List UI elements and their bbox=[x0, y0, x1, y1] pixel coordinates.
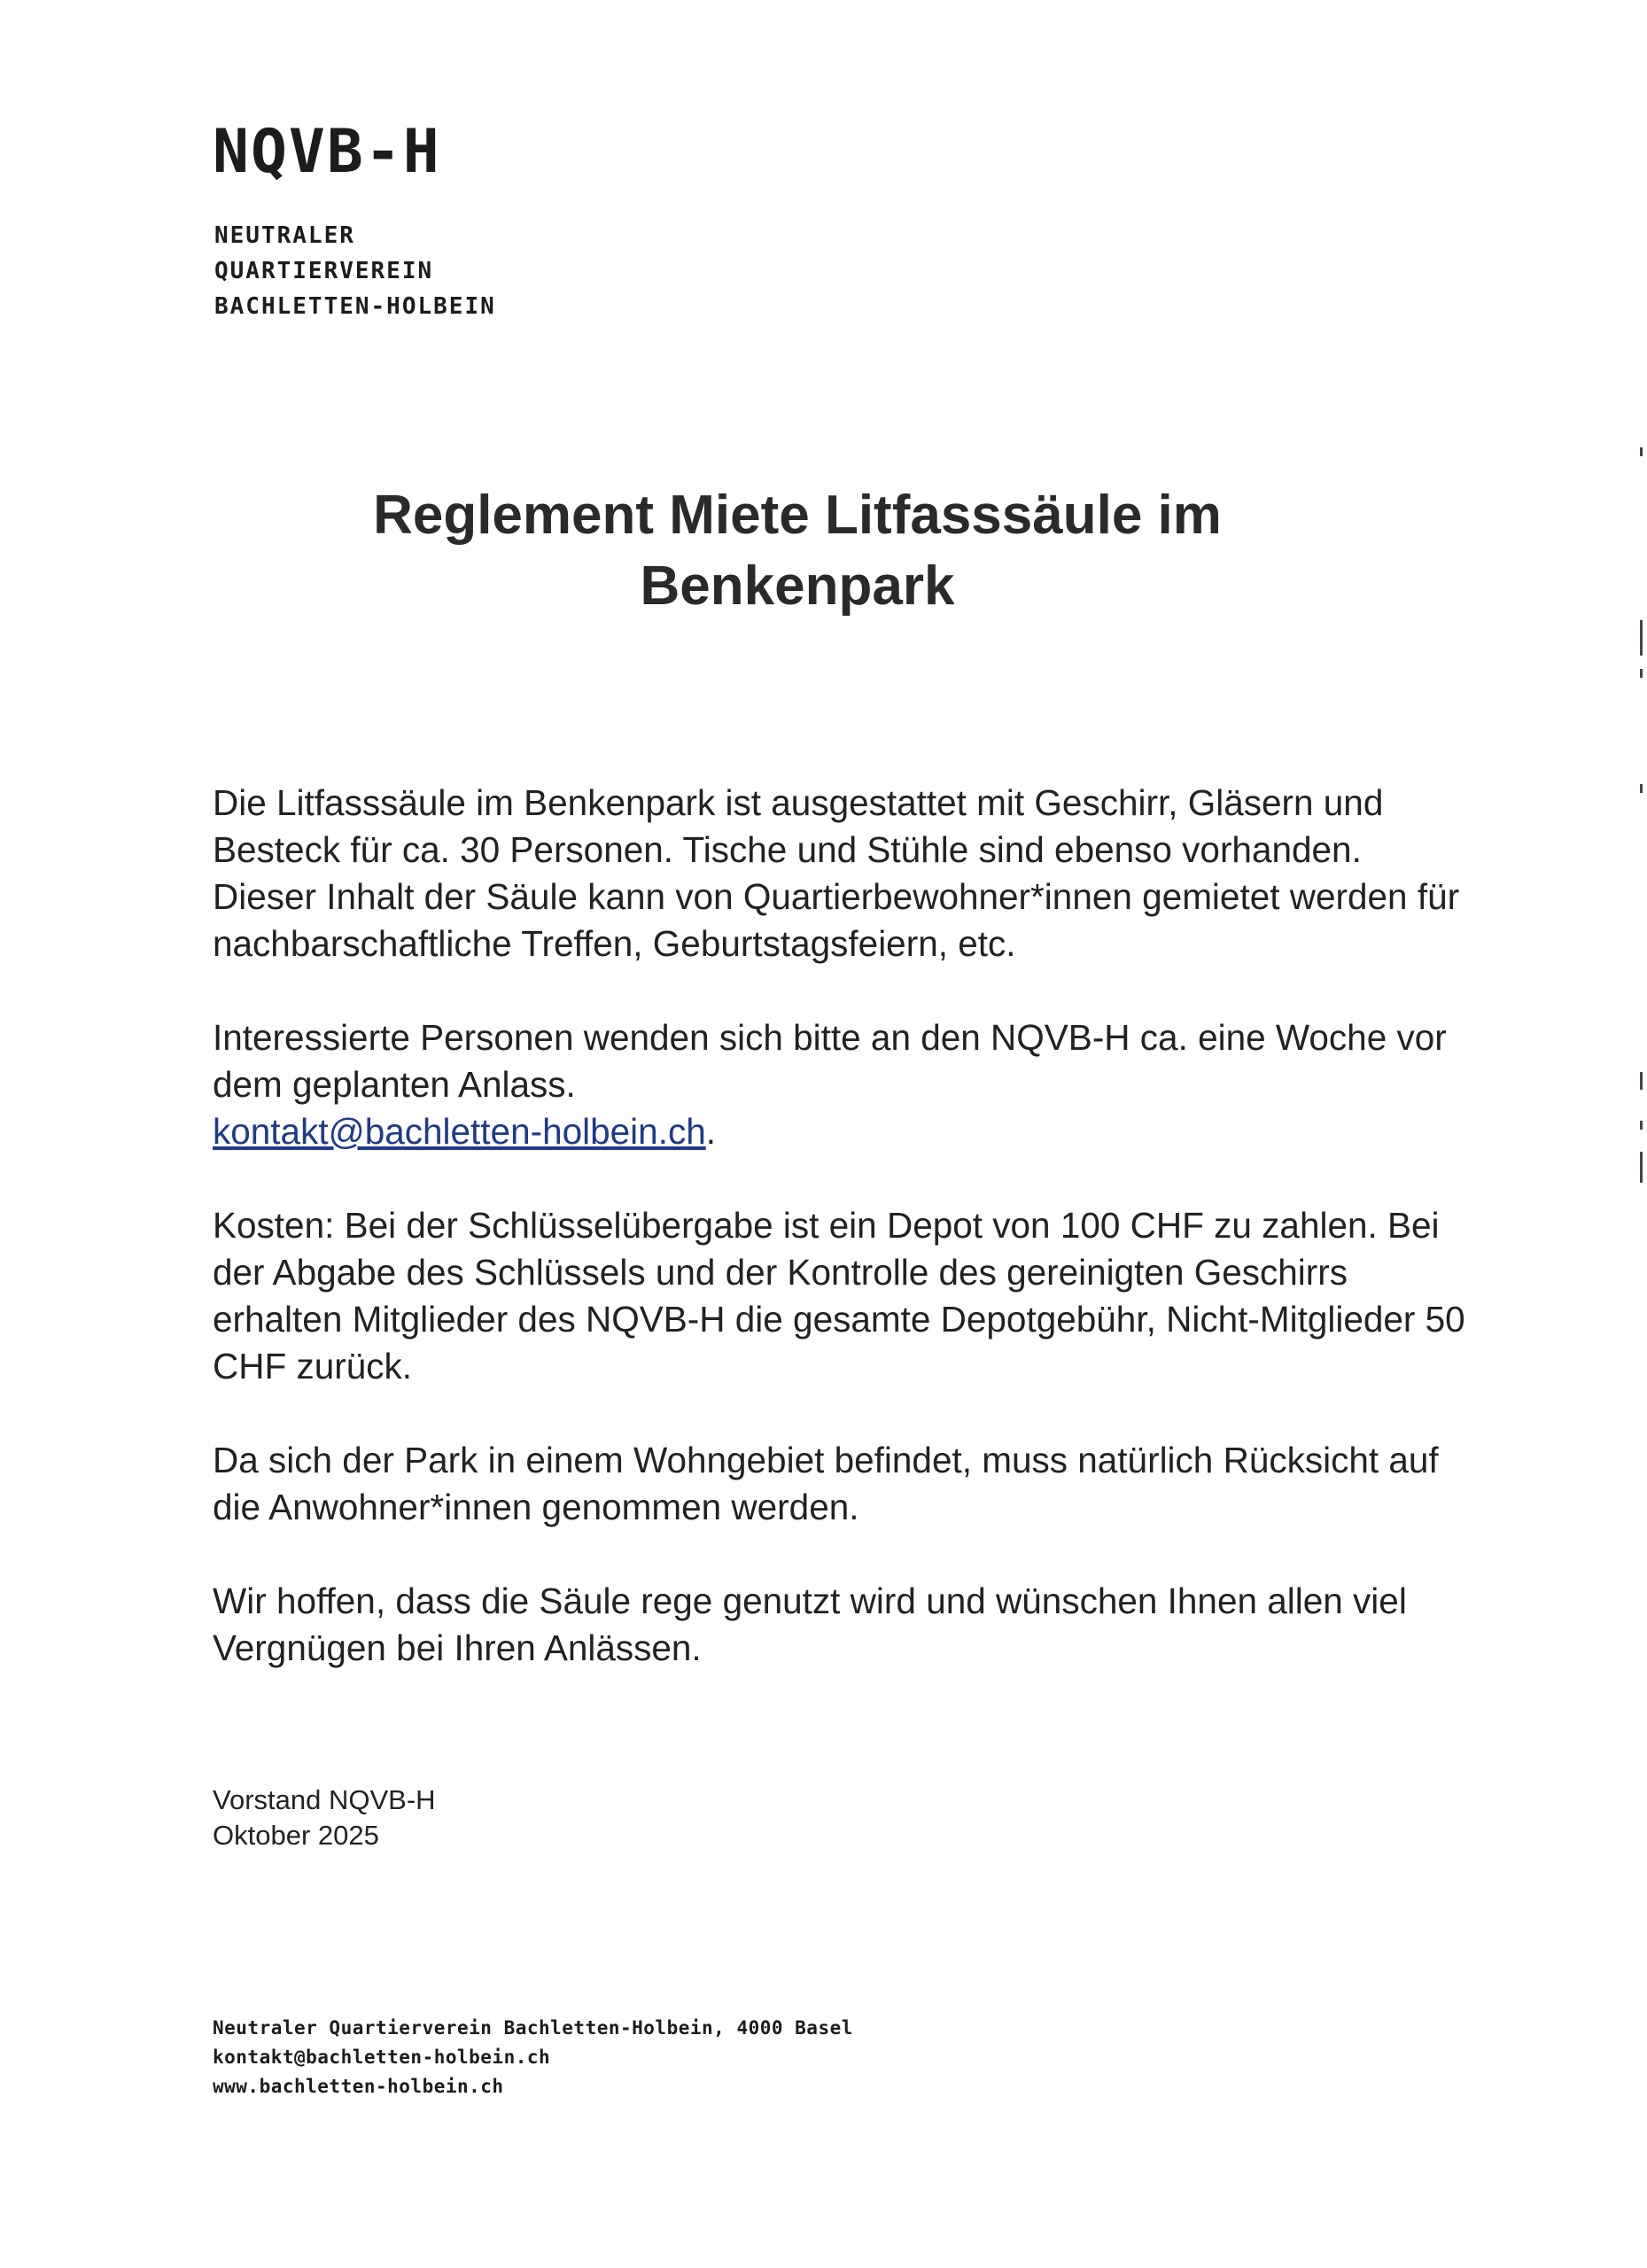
scan-edge-mark bbox=[1640, 1072, 1643, 1090]
paragraph-description: Die Litfasssäule im Benkenpark ist ausgestattet mit Geschirr, Gläsern und Besteck für ca. 30 Personen. Tische und Stühle sind ebenso vorhanden. Dieser Inhalt der Säule kann von Quartierbewohner*innen gemietet werden für nachbarschaftliche Treffen, Geburtstagsfeiern, etc. bbox=[213, 782, 1460, 964]
paragraph-closing: Wir hoffen, dass die Säule rege genutzt wird und wünschen Ihnen allen viel Vergnügen bei Ihren Anlässen. bbox=[213, 1581, 1407, 1668]
contact-suffix: . bbox=[705, 1111, 716, 1152]
org-line-2: QUARTIERVEREIN bbox=[214, 258, 434, 284]
signature-line-1: Vorstand NQVB-H bbox=[213, 1784, 436, 1815]
document-title bbox=[177, 480, 1418, 622]
contact-email-link[interactable]: kontakt@bachletten-holbein.ch bbox=[213, 1111, 706, 1152]
scan-edge-mark bbox=[1640, 1121, 1643, 1130]
footer-website[interactable]: www.bachletten-holbein.ch bbox=[213, 2076, 504, 2097]
title-line-1: Reglement Miete Litfasssäule im bbox=[373, 485, 1222, 546]
org-line-1: NEUTRALER bbox=[214, 222, 355, 249]
scan-edge-mark bbox=[1640, 1152, 1643, 1183]
organization-name-block bbox=[214, 218, 496, 324]
org-line-3: BACHLETTEN-HOLBEIN bbox=[214, 293, 496, 320]
scan-edge-mark bbox=[1640, 784, 1643, 793]
paragraph-contact bbox=[213, 1014, 1471, 1155]
title-line-2: Benkenpark bbox=[640, 555, 955, 617]
signature-date: Oktober 2025 bbox=[213, 1820, 379, 1851]
footer-email[interactable]: kontakt@bachletten-holbein.ch bbox=[213, 2047, 551, 2068]
footer-block bbox=[213, 2014, 853, 2101]
footer-address: Neutraler Quartierverein Bachletten-Holbein, 4000 Basel bbox=[213, 2017, 853, 2039]
paragraph-neighbors: Da sich der Park in einem Wohngebiet befindet, muss natürlich Rücksicht auf die Anwohner*innen genommen werden. bbox=[213, 1440, 1439, 1527]
signature-block bbox=[213, 1783, 436, 1853]
scan-edge-mark bbox=[1640, 447, 1643, 456]
scan-edge-mark bbox=[1640, 620, 1643, 656]
contact-text: Interessierte Personen wenden sich bitte an den NQVB-H ca. eine Woche vor dem geplanten Anlass. bbox=[213, 1017, 1447, 1105]
scan-edge-mark bbox=[1640, 669, 1643, 678]
paragraph-costs: Kosten: Bei der Schlüsselübergabe ist ein Depot von 100 CHF zu zahlen. Bei der Abgabe des Schlüssels und der Kontrolle des gereinigten Geschirrs erhalten Mitglieder des NQVB-H die gesamte Depotgebühr, Nicht-Mitglieder 50 CHF zurück. bbox=[213, 1205, 1465, 1386]
document-body bbox=[213, 780, 1471, 1719]
logo-wordmark: NQVB-H bbox=[213, 117, 441, 187]
